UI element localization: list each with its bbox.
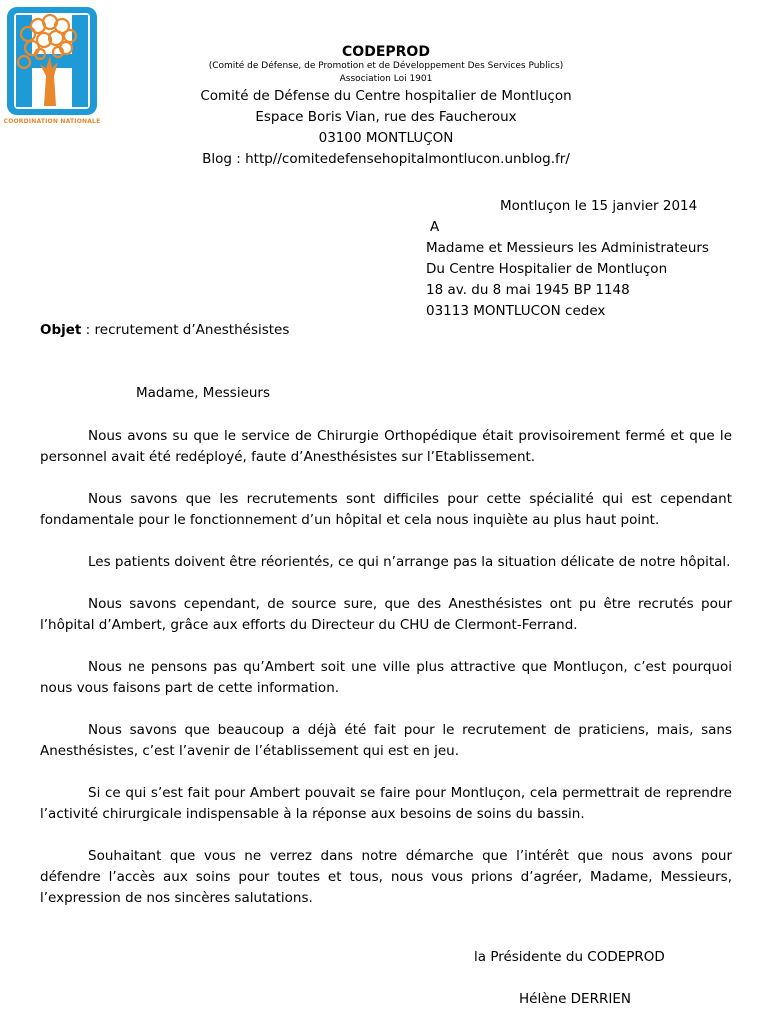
body-paragraph: Nous savons cependant, de source sure, que des Anesthésistes ont pu être recrutés pour l’hôpital d’Ambert, grâce aux efforts du Directeur du CHU de Clermont-Ferrand.: [40, 596, 732, 633]
committee-name: Comité de Défense du Centre hospitalier de Montluçon: [200, 88, 572, 104]
signatory-title: la Présidente du CODEPROD: [474, 949, 665, 965]
body-paragraph: Les patients doivent être réorientés, ce qui n’arrange pas la situation délicate de notre hôpital.: [88, 554, 731, 570]
recipient-line: Du Centre Hospitalier de Montluçon: [426, 261, 668, 277]
recipient-line: Madame et Messieurs les Administrateurs: [426, 240, 709, 256]
subject-label: Objet: [40, 322, 82, 338]
letter-date: Montluçon le 15 janvier 2014: [500, 198, 698, 214]
body-paragraph: Nous savons que beaucoup a déjà été fait pour le recrutement de praticiens, mais, sans Anesthésistes, c’est l’avenir de l’établissement qui est en jeu.: [40, 722, 732, 759]
subject-line: [40, 322, 289, 338]
body-paragraph: Si ce qui s’est fait pour Ambert pouvait se faire pour Montluçon, cela permettrait de reprendre l’activité chirurgicale indispensable à la réponse aux besoins de soins du bassin.: [40, 785, 732, 822]
recipient-line: 03113 MONTLUCON cedex: [426, 303, 606, 319]
letterhead: [0, 44, 764, 170]
signatory-name: Hélène DERRIEN: [519, 991, 631, 1007]
logo-caption: COORDINATION NATIONALE: [3, 118, 101, 125]
address-street: Espace Boris Vian, rue des Faucheroux: [255, 109, 517, 125]
org-full-name: (Comité de Défense, de Promotion et de Développement Des Services Publics): [208, 61, 564, 71]
salutation: Madame, Messieurs: [136, 385, 271, 401]
recipient-line: 18 av. du 8 mai 1945 BP 1148: [426, 282, 630, 298]
recipient-block: [426, 217, 709, 322]
org-name: CODEPROD: [342, 44, 430, 60]
recipient-prefix: A: [430, 219, 440, 235]
subject-text: : recrutement d’Anesthésistes: [81, 322, 290, 338]
body-paragraph: Nous avons su que le service de Chirurgie Orthopédique était provisoirement fermé et que le personnel avait été redéployé, faute d’Anesthésistes sur l’Etablissement.: [40, 428, 732, 465]
org-association: Association Loi 1901: [339, 74, 433, 84]
body-paragraph: Souhaitant que vous ne verrez dans notre démarche que l’intérêt que nous avons pour défendre l’accès aux soins pour toutes et tous, nous vous prions d’agréer, Madame, Messieurs, l’expression de nos sincères salutations.: [40, 848, 732, 906]
address-city: 03100 MONTLUÇON: [318, 130, 454, 146]
letter-body: [40, 426, 732, 930]
body-paragraph: Nous ne pensons pas qu’Ambert soit une ville plus attractive que Montluçon, c’est pourquoi nous vous faisons part de cette information.: [40, 659, 732, 696]
body-paragraph: Nous savons que les recrutements sont difficiles pour cette spécialité qui est cependant fondamentale pour le fonctionnement d’un hôpital et cela nous inquiète au plus haut point.: [40, 491, 732, 528]
blog-url: Blog : http//comitedefensehopitalmontlucon.unblog.fr/: [202, 151, 570, 167]
